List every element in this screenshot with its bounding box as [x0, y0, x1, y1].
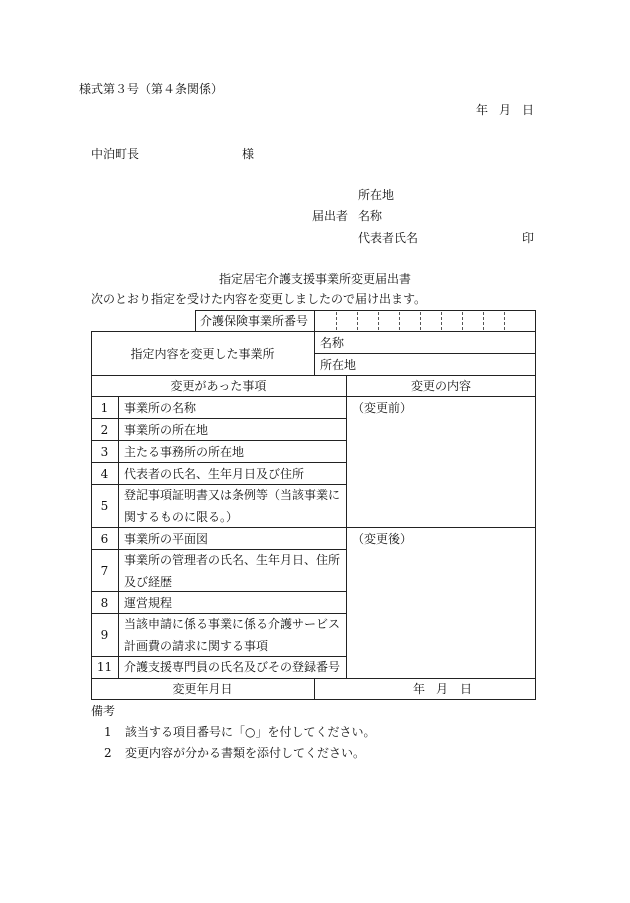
item-number: 6	[100, 532, 109, 546]
insurance-number-label: 介護保険事業所番号	[200, 314, 309, 328]
change-date-year: 年	[413, 682, 426, 696]
applicant-label: 届出者	[312, 209, 349, 223]
document-title: 指定居宅介護支援事業所変更届出書	[218, 272, 411, 286]
item-text: 登記事項証明書又は条例等（当該事業に	[124, 488, 341, 502]
item-text: 事業所の名称	[124, 401, 197, 415]
changed-items-header: 変更があった事項	[170, 379, 267, 393]
date-month-label: 月	[499, 103, 512, 117]
change-date-day: 日	[460, 682, 473, 696]
applicant-address-label: 所在地	[358, 188, 395, 202]
item-text: 主たる事務所の所在地	[124, 445, 245, 459]
intro-text: 次のとおり指定を受けた内容を変更しましたので届け出ます。	[91, 292, 427, 306]
item-text: 当該申請に係る事業に係る介護サービス	[124, 617, 341, 631]
note-text: 変更内容が分かる書類を添付してください。	[125, 746, 366, 760]
note-number: 1	[104, 725, 112, 739]
applicant-rep-label: 代表者氏名	[358, 231, 419, 245]
item-number: 4	[100, 467, 109, 481]
office-address-label: 所在地	[320, 358, 357, 372]
before-label: （変更前）	[352, 401, 413, 415]
applicant-name-label: 名称	[358, 209, 383, 223]
item-text: 運営規程	[124, 596, 173, 610]
item-text: 事業所の所在地	[124, 423, 209, 437]
item-text: 事業所の平面図	[124, 532, 209, 546]
item-number: 8	[100, 596, 109, 610]
item-number: 3	[100, 445, 109, 459]
date-year-label: 年	[476, 103, 489, 117]
item-text: 計画費の請求に関する事項	[124, 639, 269, 653]
item-number: 11	[96, 660, 113, 674]
item-text: 介護支援専門員の氏名及びその登録番号	[124, 660, 341, 674]
changed-office-label: 指定内容を変更した事業所	[130, 347, 275, 361]
item-number: 5	[100, 499, 109, 513]
item-text: 代表者の氏名、生年月日及び住所	[124, 467, 305, 481]
date-day-label: 日	[522, 103, 535, 117]
office-name-label: 名称	[320, 336, 345, 350]
seal-mark: 印	[522, 231, 535, 245]
item-number: 1	[100, 401, 109, 415]
item-number: 9	[100, 628, 109, 642]
item-text: 事業所の管理者の氏名、生年月日、住所	[124, 553, 341, 567]
change-content-header: 変更の内容	[410, 379, 471, 393]
form-number: 様式第３号（第４条関係）	[79, 82, 224, 96]
after-label: （変更後）	[352, 532, 413, 546]
note-text: 該当する項目番号に「○」を付してください。	[125, 725, 376, 739]
note-number: 2	[104, 746, 112, 760]
addressee-honorific: 様	[242, 147, 255, 161]
item-text: 及び経歴	[124, 575, 173, 589]
item-text: 関するものに限る。）	[124, 510, 239, 524]
change-date-label: 変更年月日	[172, 682, 233, 696]
change-date-month: 月	[436, 682, 449, 696]
item-number: 2	[100, 423, 109, 437]
addressee-name: 中泊町長	[91, 147, 140, 161]
item-number: 7	[100, 564, 109, 578]
notes-heading: 備考	[91, 704, 116, 718]
